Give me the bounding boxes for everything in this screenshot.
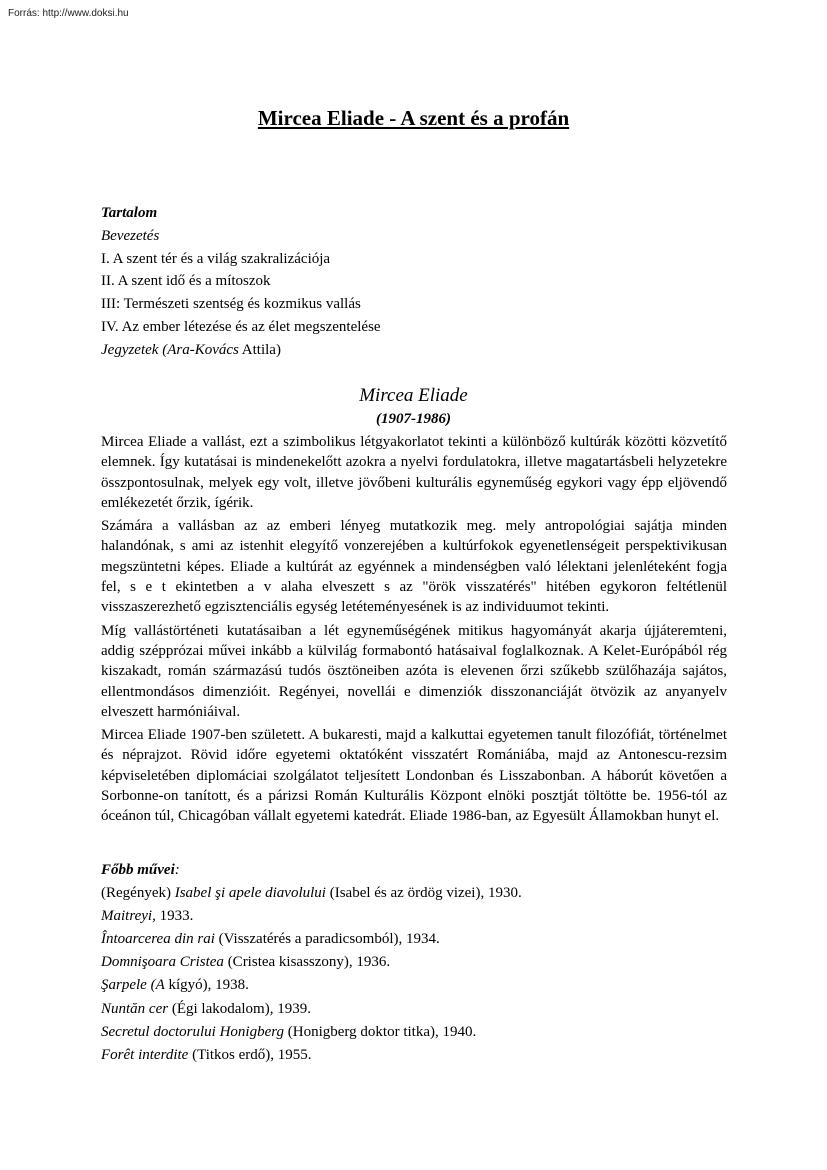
- table-of-contents: [101, 202, 381, 362]
- works-heading: Főbb művei: [101, 862, 175, 878]
- work-details: kígyó), 1938.: [164, 977, 249, 994]
- paragraph: Számára a vallásban az az emberi lényeg mutatkozik meg. mely antropológiai sajátja minden halandónak, s ami az istenhit elegyítő vonzerejében a kultúrfokok egyenetlenségeit perspektivikusan megszüntetni képes. Eliade a kultúrát az egyénnek a mindenségben való lélektani jelenléteként fogja fel, s e t ekintetben a v alaha elveszett s az "örök visszatérés" hitében egykoron feltétlenül visszaszerezhető egzisztenciális egység letéteményesének is az individuumot tekinti.: [101, 518, 727, 616]
- author-years: (1907-1986): [376, 411, 451, 427]
- paragraph: Mircea Eliade a vallást, ezt a szimbolikus létgyakorlatot tekinti a különböző kultúrák közötti közvetítő elemnek. Így kutatásai is mindenekelőtt azokra a nyelvi fordulatokra, illetve magatartásbeli helyzetekre összpontosulnak, melyek egy volt, illetve jövőbeni kulturális egyneműség egykori vagy épp eljövendő emlékezetét őrzik, ígérik.: [101, 434, 727, 511]
- work-details: (Titkos erdő), 1955.: [188, 1046, 312, 1063]
- paragraph: Mircea Eliade 1907-ben született. A bukaresti, majd a kalkuttai egyetemen tanult filozófiát, történelmet és néprajzot. Rövid időre egyetemi oktatóként visszatért Romániába, majd az Antonescu-rezsim képviseletében diplomáciai szolgálatot teljesített Londonban és Lisszabonban. A háborút követően a Sorbonne-on tanított, és a párizsi Román Kulturális Központ elnöki posztját töltötte be. 1956-tól az óceánon túl, Chicagóban vállalt egyetemi katedrát. Eliade 1986-ban, az Egyesült Államokban hunyt el.: [101, 727, 727, 825]
- works-list: [101, 859, 522, 1067]
- toc-chapter-4: IV. Az ember létezése és az élet megszentelése: [101, 318, 381, 335]
- work-title: Domnişoara Cristea: [101, 954, 224, 971]
- work-item: [101, 882, 522, 905]
- work-title: Maitreyi,: [101, 908, 156, 925]
- toc-notes-italic: Jegyzetek (Ara-Kovács: [101, 341, 239, 358]
- work-title: Şarpele (A: [101, 977, 165, 994]
- works-heading-line: [101, 859, 522, 882]
- toc-chapter-2: II. A szent idő és a mítoszok: [101, 273, 271, 290]
- work-title: Întoarcerea din rai: [101, 931, 215, 948]
- work-item: [101, 1044, 522, 1067]
- work-details: (Égi lakodalom), 1939.: [168, 1000, 311, 1017]
- work-item: [101, 1021, 522, 1044]
- document-title: Mircea Eliade - A szent és a profán: [257, 106, 570, 130]
- work-details: 1933.: [155, 908, 194, 925]
- work-details: (Visszatérés a paradicsomból), 1934.: [214, 931, 440, 948]
- work-item: [101, 974, 522, 997]
- toc-notes-rest: Attila): [238, 341, 281, 358]
- biography-body: [101, 432, 727, 830]
- toc-intro: Bevezetés: [101, 227, 160, 244]
- author-heading: Mircea Eliade: [359, 385, 468, 406]
- works-heading-suffix: :: [174, 862, 180, 878]
- work-title: Isabel şi apele diavolului: [174, 885, 326, 902]
- work-details: (Cristea kisasszony), 1936.: [223, 954, 391, 971]
- source-note: Forrás: http://www.doksi.hu: [8, 8, 129, 19]
- work-details: (Isabel és az ördög vizei), 1930.: [325, 885, 522, 902]
- toc-chapter-3: III: Természeti szentség és kozmikus vallás: [101, 296, 361, 313]
- paragraph: Míg vallástörténeti kutatásaiban a lét egyneműségének mitikus hagyományát akarja újjáteremteni, addig szépprózai művei inkább a külvilág formabontó hatásaival foglalkoznak. A Kelet-Európából rég kiszakadt, román származású tudós ösztöneiben azóta is elevenen őrzi szűkebb szülőhazája sajátos, ellentmondásos dimenzióit. Regényei, novellái e dimenziók disszonanciáját ötvözik az anyanyelv elveszett harmóniáival.: [101, 622, 727, 720]
- toc-chapter-1: I. A szent tér és a világ szakralizációja: [101, 250, 331, 267]
- work-item: [101, 928, 522, 951]
- toc-heading: Tartalom: [101, 205, 158, 221]
- toc-notes: [101, 339, 381, 362]
- work-details: (Honigberg doktor titka), 1940.: [284, 1023, 477, 1040]
- work-item: [101, 951, 522, 974]
- work-item: [101, 998, 522, 1021]
- work-title: Nuntăn cer: [101, 1000, 169, 1017]
- work-item: [101, 905, 522, 928]
- work-prefix: (Regények): [101, 885, 175, 902]
- work-title: Forêt interdite: [101, 1046, 189, 1063]
- work-title: Secretul doctorului Honigberg: [101, 1023, 285, 1040]
